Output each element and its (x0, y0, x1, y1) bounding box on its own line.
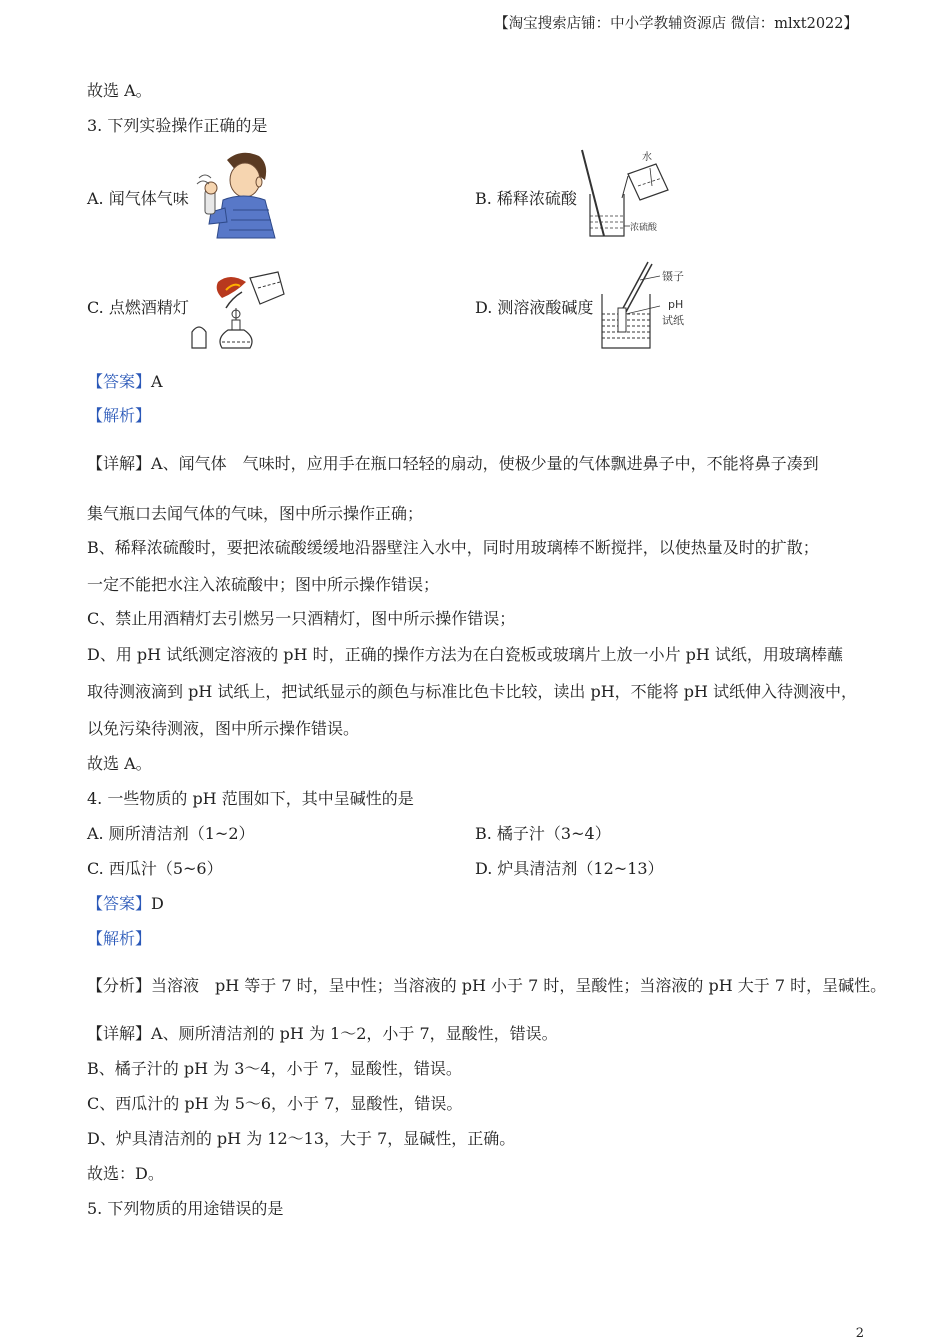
label-water: 水 (642, 152, 652, 163)
q4-conclusion: 故选：D。 (87, 1164, 164, 1183)
q4-analysis-tag: 【解析】 (87, 929, 152, 948)
q4-detail-line-1 (87, 1024, 558, 1044)
label-ph: pH (668, 298, 684, 311)
page-number: 2 (855, 1326, 864, 1341)
q4-detail-line-2: B、橘子汁的 pH 为 3～4，小于 7，显酸性，错误。 (87, 1059, 462, 1078)
q3-detail-line-5: C、禁止用酒精灯去引燃另一只酒精灯，图中所示操作错误； (87, 609, 516, 628)
measure-ph-illustration (598, 260, 694, 354)
q3-option-a: A. 闻气体气味 (87, 189, 189, 208)
answer-value: D (151, 894, 164, 913)
answer-tag: 【答案】 (87, 372, 152, 391)
q4-option-c: C. 西瓜汁（5~6） (87, 859, 223, 878)
conclusion-line: 故选 A。 (87, 81, 152, 100)
q4-option-b: B. 橘子汁（3~4） (475, 824, 611, 843)
q4-answer (87, 894, 164, 914)
q3-detail-line-4: 一定不能把水注入浓硫酸中；图中所示操作错误； (87, 575, 440, 594)
label-tweezers: 镊子 (662, 270, 684, 283)
q4-option-a: A. 厕所清洁剂（1~2） (87, 824, 255, 843)
q4-detail-line-3: C、西瓜汁的 pH 为 5～6，小于 7，显酸性，错误。 (87, 1094, 463, 1113)
answer-value: A (151, 372, 163, 391)
q3-detail-line-2: 集气瓶口去闻气体的气味，图中所示操作正确； (87, 504, 424, 523)
q4-option-d: D. 炉具清洁剂（12~13） (475, 859, 664, 878)
q4-analysis-line (87, 976, 886, 996)
analysis-text: 当溶液 pH 等于 7 时，呈中性；当溶液的 pH 小于 7 时，呈酸性；当溶液的 pH 大于 7 时，呈碱性。 (151, 976, 887, 995)
q3-option-b: B. 稀释浓硫酸 (475, 189, 577, 208)
q3-detail-line-8: 以免污染待测液，图中所示操作错误。 (87, 719, 360, 738)
q3-detail-line-6: D、用 pH 试纸测定溶液的 pH 时，正确的操作方法为在白瓷板或玻璃片上放一小片 pH 试纸，用玻璃棒蘸 (87, 645, 843, 664)
q3-analysis-tag: 【解析】 (87, 406, 152, 425)
q3-option-c: C. 点燃酒精灯 (87, 298, 189, 317)
page-header: 【淘宝搜索店铺：中小学教辅资源店 微信：mlxt2022】 (494, 16, 858, 32)
q3-detail-line-7: 取待测液滴到 pH 试纸上，把试纸显示的颜色与标准比色卡比较，读出 pH，不能将 pH 试纸伸入待测液中， (87, 682, 858, 701)
question-5-stem: 5. 下列物质的用途错误的是 (87, 1199, 284, 1218)
detail-tag: 【详解】 (87, 1024, 152, 1043)
question-4-stem: 4. 一些物质的 pH 范围如下，其中呈碱性的是 (87, 789, 414, 808)
detail-text: A、厕所清洁剂的 pH 为 1～2，小于 7，显酸性，错误。 (151, 1024, 558, 1043)
smell-gas-illustration (193, 150, 279, 240)
q3-detail-line-3: B、稀释浓硫酸时，要把浓硫酸缓缓地沿器壁注入水中，同时用玻璃棒不断搅拌，以使热量及时的扩散； (87, 538, 819, 557)
q3-conclusion: 故选 A。 (87, 754, 152, 773)
question-3-stem: 3. 下列实验操作正确的是 (87, 116, 268, 135)
answer-tag: 【答案】 (87, 894, 152, 913)
q3-answer (87, 372, 163, 392)
light-alcohol-lamp-illustration (188, 268, 288, 353)
detail-text: A、闻气体 气味时，应用手在瓶口轻轻的扇动，使极少量的气体飘进鼻子中，不能将鼻子凑到 (151, 454, 819, 473)
q4-detail-line-4: D、炉具清洁剂的 pH 为 12～13，大于 7，显碱性，正确。 (87, 1129, 516, 1148)
q3-detail-line-1 (87, 454, 819, 474)
label-conc-acid: 浓硫酸 (630, 223, 658, 233)
q3-option-d: D. 测溶液酸碱度 (475, 298, 594, 317)
dilute-acid-illustration (578, 146, 674, 241)
label-test-paper: 试纸 (662, 314, 684, 327)
analysis-tag: 【分析】 (87, 976, 152, 995)
detail-tag: 【详解】 (87, 454, 152, 473)
